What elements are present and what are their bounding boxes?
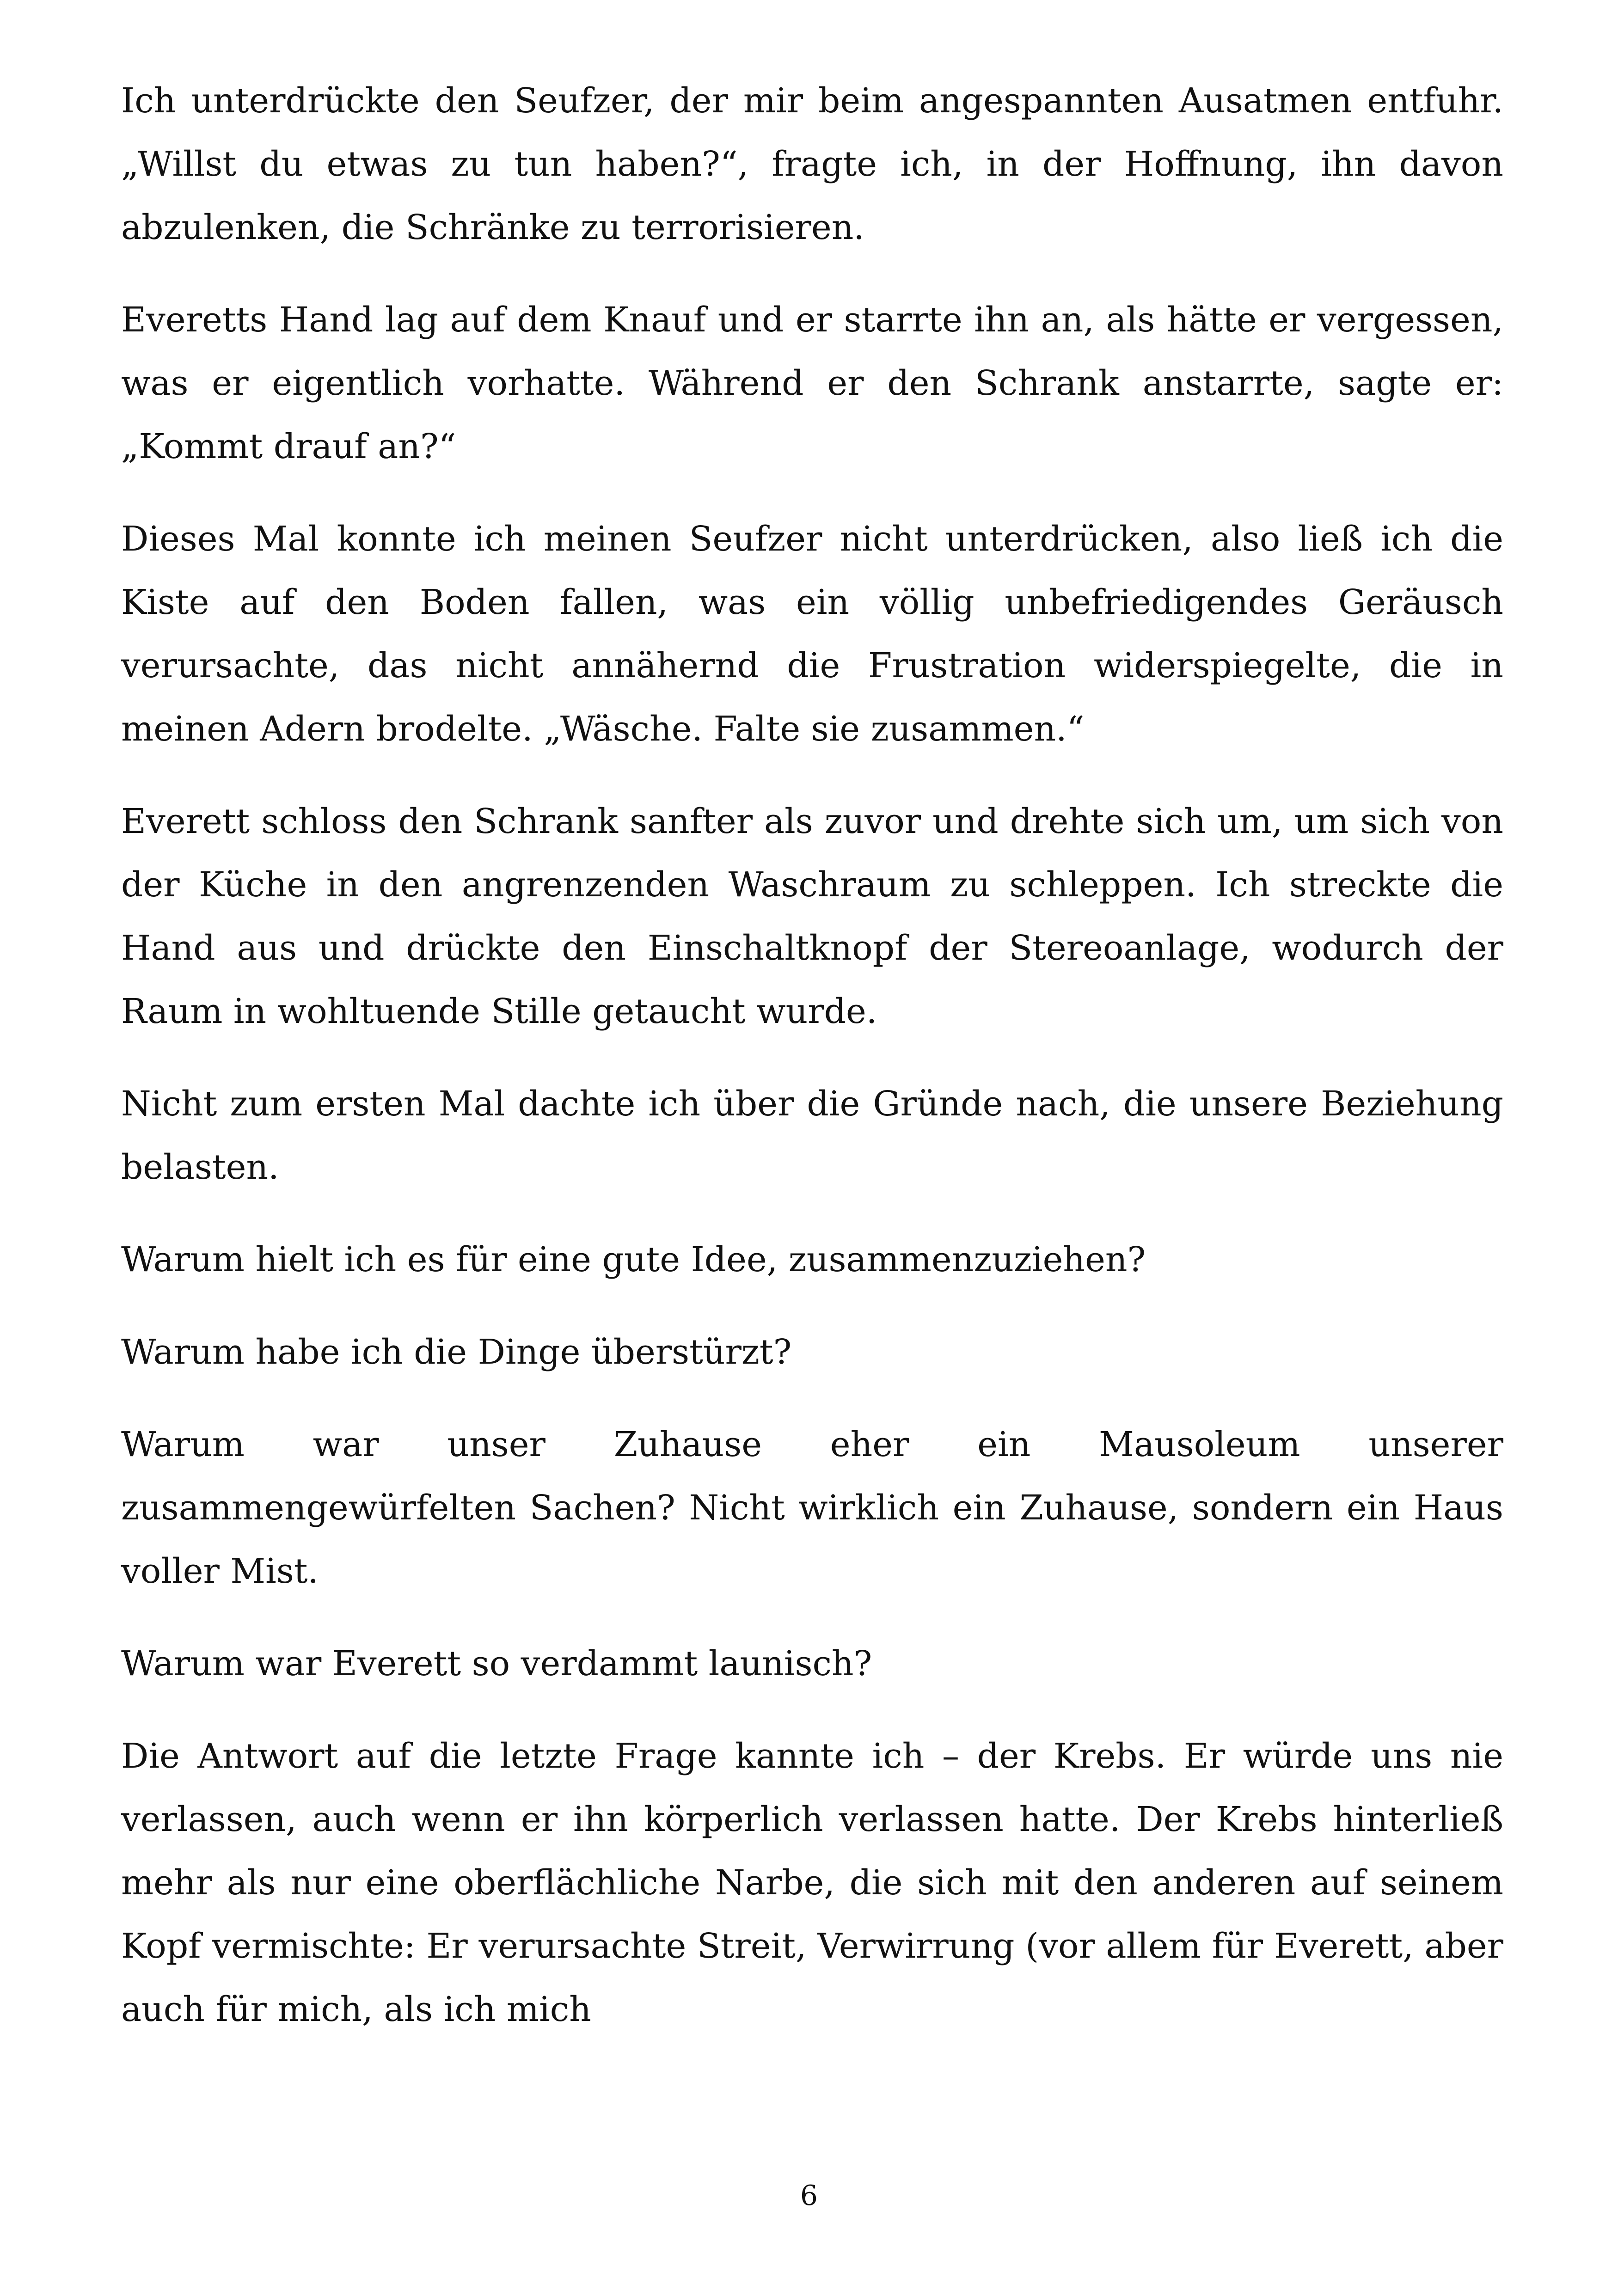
paragraph-7: Warum habe ich die Dinge überstürzt? <box>121 1332 792 1372</box>
paragraph-8: Warum war unser Zuhause eher ein Mausoleum unserer zusammengewürfelten Sachen? Nicht wirklich ein Zuhause, sondern ein Haus voller Mist. <box>121 1425 1503 1591</box>
paragraph-9: Warum war Everett so verdammt launisch? <box>121 1644 872 1684</box>
paragraph-4: Everett schloss den Schrank sanfter als zuvor und drehte sich um, um sich von der Küche in den angrenzenden Waschraum zu schleppen. Ich streckte die Hand aus und drückte den Einschaltknopf der Stereoanlage, wodurch der Raum in wohltuende Stille getaucht wurde. <box>121 802 1503 1031</box>
paragraph-2: Everetts Hand lag auf dem Knauf und er starrte ihn an, als hätte er vergessen, was er eigentlich vorhatte. Während er den Schrank anstarrte, sagte er: „Kommt drauf an?“ <box>121 300 1503 466</box>
paragraph-5: Nicht zum ersten Mal dachte ich über die Gründe nach, die unsere Beziehung belasten. <box>121 1084 1503 1187</box>
paragraph-10: Die Antwort auf die letzte Frage kannte ich – der Krebs. Er würde uns nie verlassen, auch wenn er ihn körperlich verlassen hatte. Der Krebs hinterließ mehr als nur eine oberflächliche Narbe, die sich mit den anderen auf seinem Kopf vermischte: Er verursachte Streit, Verwirrung (vor allem für Everett, aber auch für mich, als ich mich <box>121 1736 1503 2029</box>
paragraph-3: Dieses Mal konnte ich meinen Seufzer nicht unterdrücken, also ließ ich die Kiste auf den Boden fallen, was ein völlig unbefriedigendes Geräusch verursachte, das nicht annähernd die Frustration widerspiegelte, die in meinen Adern brodelte. „Wäsche. Falte sie zusammen.“ <box>121 519 1503 749</box>
page-number: 6 <box>800 2180 818 2212</box>
paragraph-6: Warum hielt ich es für eine gute Idee, zusammenzuziehen? <box>121 1240 1146 1280</box>
paragraph-1: Ich unterdrückte den Seufzer, der mir beim angespannten Ausatmen entfuhr. „Willst du etwas zu tun haben?“, fragte ich, in der Hoffnung, ihn davon abzulenken, die Schränke zu terrorisieren. <box>121 81 1503 247</box>
body-text <box>121 69 1503 2070</box>
